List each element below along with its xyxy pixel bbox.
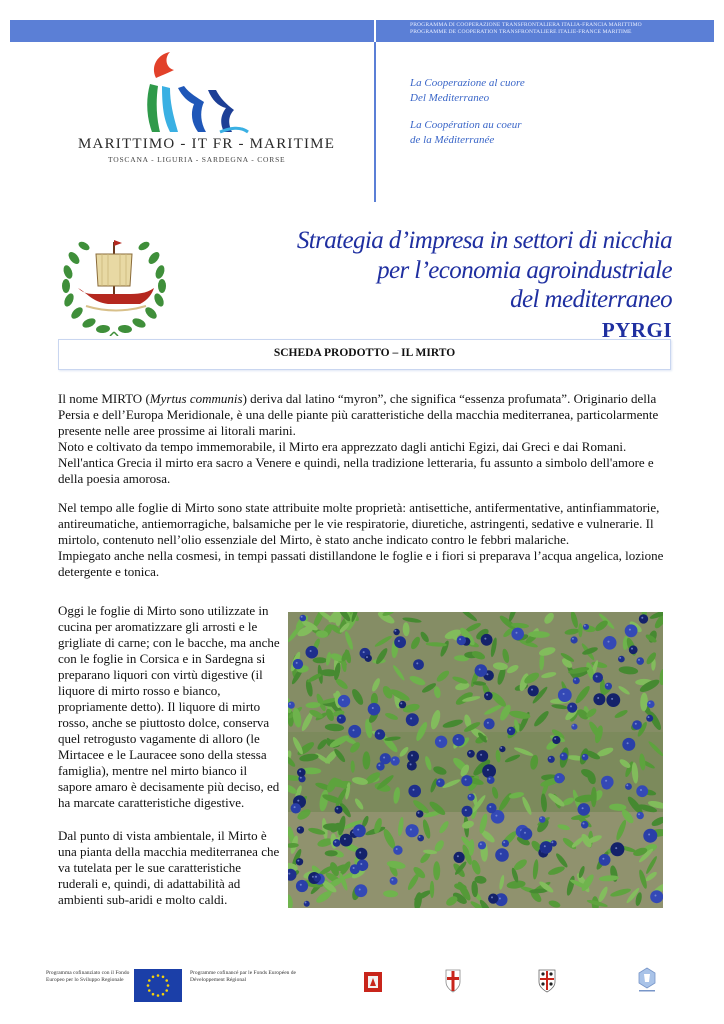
origin-text	[58, 391, 672, 439]
banner-divider	[374, 20, 376, 42]
cofinancing-text-it: Programma cofinanziato con il Fondo Europeo per lo Sviluppo Regionale	[46, 970, 130, 983]
slogan-italian	[410, 76, 525, 106]
pyrgi-ship-emblem	[56, 228, 172, 336]
sardegna-logo	[536, 966, 558, 994]
header-vertical-rule	[374, 42, 376, 202]
slogan-french	[410, 118, 522, 148]
greek-text: Nell'antica Grecia il mirto era sacro a Venere e quindi, nella tradizione letteraria, fu assunto a simbolo dell'amore e della poesia amorosa.	[58, 455, 654, 486]
cosmetics-text: Impiegato anche nella cosmesi, in tempi passati distillandone le foglie e i fiori si preparava l’acqua angelica, lozione detergente e tonica.	[58, 548, 664, 579]
title-line-3: del mediterraneo	[510, 286, 672, 313]
title-line-2: per l’economia agroindustriale	[377, 256, 672, 284]
program-name-it: PROGRAMMA DI COOPERAZIONE TRANSFRONTALIERA ITALIA-FRANCIA MARITTIMO	[410, 22, 642, 28]
environment-paragraph: Dal punto di vista ambientale, il Mirto è una pianta della macchia mediterranea che va tutelata per le sue caratteristiche ruderali e, quindi, di adattabilità ad ambienti sub-aridi e molto caldi.	[58, 828, 280, 907]
slogan-it-line2: Del Mediterraneo	[410, 92, 490, 104]
slogan-fr-line2: de la Méditerranée	[410, 134, 495, 146]
corse-logo	[636, 966, 658, 996]
product-sheet-label: SCHEDA PRODOTTO – IL MIRTO	[273, 347, 456, 359]
origin-text-end: ) deriva dal latino “myron”, che significa “essenza profumata”. Originario della Persia e dell’Europa Meridionale, è una delle piante più caratteristiche della macchia mediterranea, particolarmente presente nelle aree prossime ai litorali marini.	[58, 391, 659, 438]
myrtle-berries-photo	[288, 612, 663, 908]
document-title	[297, 226, 672, 345]
intro-paragraph	[58, 391, 672, 487]
project-name: PYRGI	[601, 317, 672, 342]
cofinancing-text-fr: Programme cofinancé par le Fonds Européen de Développement Régional	[190, 970, 296, 983]
product-sheet-header	[58, 339, 671, 370]
slogan-fr-line1: La Coopération au coeur	[410, 119, 522, 131]
liguria-logo	[442, 966, 464, 994]
toscana-logo	[362, 966, 384, 994]
origin-text-start: Il nome MIRTO (	[58, 391, 150, 406]
eu-flag-icon	[134, 969, 182, 1002]
culinary-paragraph: Oggi le foglie di Mirto sono utilizzate in cucina per aromatizzare gli arrosti e le grigliate di carne; con le bacche, ma anche con le foglie in Corsica e in Sardegna si preparano liquori con virtù digestive (il liquore di mirto rosso e bianco, propriamente detto). Il liquore di mirto rosso, anche se piuttosto dolce, conserva quel retrogusto vagamente di alloro (le Mirtacee e le Lauracee sono della stessa famiglia), mentre nel mirto bianco il sapore amaro è decisamente più deciso, ed ha marcate caratteristiche digestive.	[58, 603, 280, 810]
program-banner-text	[410, 22, 710, 36]
title-line-1: Strategia d’impresa in settori di nicchia	[296, 227, 672, 254]
properties-paragraph	[58, 500, 672, 580]
history-text: Noto e coltivato da tempo immemorabile, il Mirto era apprezzato dagli antichi Egizi, dai Greci e dai Romani.	[58, 439, 627, 454]
logo-regions: TOSCANA - LIGURIA - SARDEGNA - CORSE	[108, 155, 286, 164]
slogan-it-line1: La Cooperazione al cuore	[410, 77, 525, 89]
logo-title: MARITTIMO - IT FR - MARITIME	[78, 136, 336, 152]
program-name-fr: PROGRAMME DE COOPERATION TRANSFRONTALIERE ITALIE-FRANCE MARITIME	[410, 29, 632, 35]
species-name: Myrtus communis	[149, 391, 243, 406]
properties-text: Nel tempo alle foglie di Mirto sono state attribuite molte proprietà: antisettiche, antifermentative, antinfiammatorie, antireumatiche, antiemorragiche, balsamiche per le vie respiratorie, diuretiche, astringenti, sedative e vulnerarie. Il mirtolo, contenuto nell’olio essenziale del Mirto, è stato anche indicato contro le febbri malariche.	[58, 500, 660, 547]
